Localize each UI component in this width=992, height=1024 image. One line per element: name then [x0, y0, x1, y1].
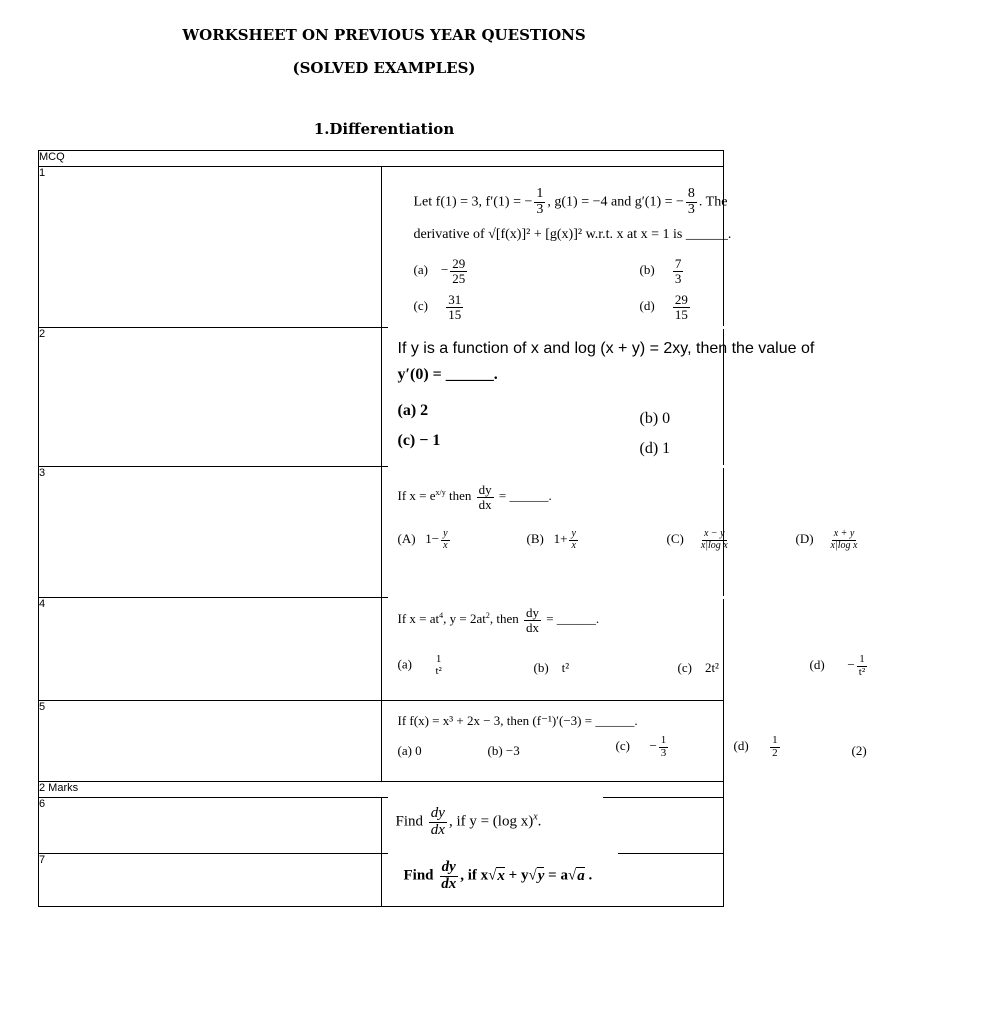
mcq-header-row: [39, 151, 724, 167]
q3-option-d: (D) $\frac{x + y}{\text{x|log x}}$: [795, 528, 858, 551]
question-row-2: [39, 328, 724, 467]
q2-option-d: (d) 1: [639, 440, 671, 457]
question-6: [381, 798, 724, 854]
mcq-label: MCQ: [39, 151, 724, 167]
question-3: [381, 467, 858, 598]
question-4: [381, 598, 866, 701]
q7-stem: Find $\frac{dy}{dx}$ , if x√x + y√y = a√a .: [403, 859, 593, 892]
question-row-5: [39, 701, 724, 782]
question-number: 4: [39, 598, 382, 701]
q4-option-b: (b) t²: [533, 660, 570, 675]
q3-stem: If $x = e^{x/y}$ then $\frac{dy}{dx}$ = ______.: [397, 482, 552, 512]
q2-option-c: (c) − 1: [397, 432, 441, 449]
q3-option-b: (B) 1+ $\frac{y}{x}$: [526, 528, 576, 551]
q6-stem: Find $\frac{dy}{dx}$ , if y = (log x)$^x$.: [395, 805, 542, 838]
q1-line2: derivative of √[f(x)]² + [g(x)]² w.r.t. x at x = 1 is ______.: [413, 227, 732, 242]
question-number: 2: [39, 328, 382, 467]
q2-line1: If y is a function of x and log (x + y) = 2xy, then the value of: [397, 340, 815, 357]
question-5: [381, 701, 867, 782]
question-number: 7: [39, 854, 382, 907]
question-number: 6: [39, 798, 382, 854]
q1-option-a: (a) − $\frac{29}{25}$: [413, 256, 466, 286]
question-7: [381, 854, 724, 907]
q1-line1: Let f(1) = 3, f′(1) = − $\frac{1}{3}$ , g(1) = −4 and g′(1) = − $\frac{8}{3}$ . The: [413, 186, 728, 217]
question-number: 3: [39, 467, 382, 598]
q5-option-b: (b) −3: [487, 743, 520, 758]
question-1: [381, 167, 732, 328]
q4-stem: If $x = at^4$, $y = 2at^2$, then $\frac{dy}{dx}$ = ______.: [397, 605, 600, 635]
questions-table: [38, 150, 867, 907]
q5-option-a: (a) 0: [397, 743, 422, 758]
question-row-7: [39, 854, 724, 907]
q5-option-d: (d) $\frac{1}{2}$: [733, 734, 778, 759]
q1-option-d: (d) $\frac{29}{15}$: [639, 292, 688, 322]
q5-stem: If f(x) = x³ + 2x − 3, then (f⁻¹)′(−3) = ______.: [397, 713, 638, 728]
question-row-1: [39, 167, 724, 328]
question-number: 1: [39, 167, 382, 328]
question-number: 5: [39, 701, 382, 782]
two-marks-header-row: [39, 782, 724, 798]
q4-option-c: (c) 2t²: [677, 660, 719, 675]
question-row-4: [39, 598, 724, 701]
q2-option-a: (a) 2: [397, 402, 429, 419]
worksheet-title: WORKSHEET ON PREVIOUS YEAR QUESTIONS: [182, 26, 586, 44]
q1-option-c: (c) $\frac{31}{15}$: [413, 292, 462, 322]
two-marks-label: 2 Marks: [39, 782, 724, 798]
q1-option-b: (b) $\frac{7}{3}$: [639, 256, 682, 286]
q5-option-e: (2): [851, 743, 867, 758]
q4-option-d: (d) − $\frac{1}{\text{t²}}$: [809, 653, 866, 678]
q2-option-b: (b) 0: [639, 410, 671, 427]
q2-line2: y′(0) = ______.: [397, 366, 498, 383]
section-title: 1.Differentiation: [313, 120, 455, 138]
q5-option-c: (c) − $\frac{1}{3}$: [615, 734, 667, 759]
question-row-3: [39, 467, 724, 598]
q4-option-a: (a) 1 t²: [397, 653, 442, 677]
q3-option-a: (A) 1− $\frac{y}{x}$: [397, 528, 448, 551]
worksheet-subtitle: (SOLVED EXAMPLES): [292, 59, 476, 77]
question-2: [381, 328, 815, 467]
q3-option-c: (C) $\frac{x - y}{\text{x|log x}}$: [666, 528, 728, 551]
question-row-6: [39, 798, 724, 854]
